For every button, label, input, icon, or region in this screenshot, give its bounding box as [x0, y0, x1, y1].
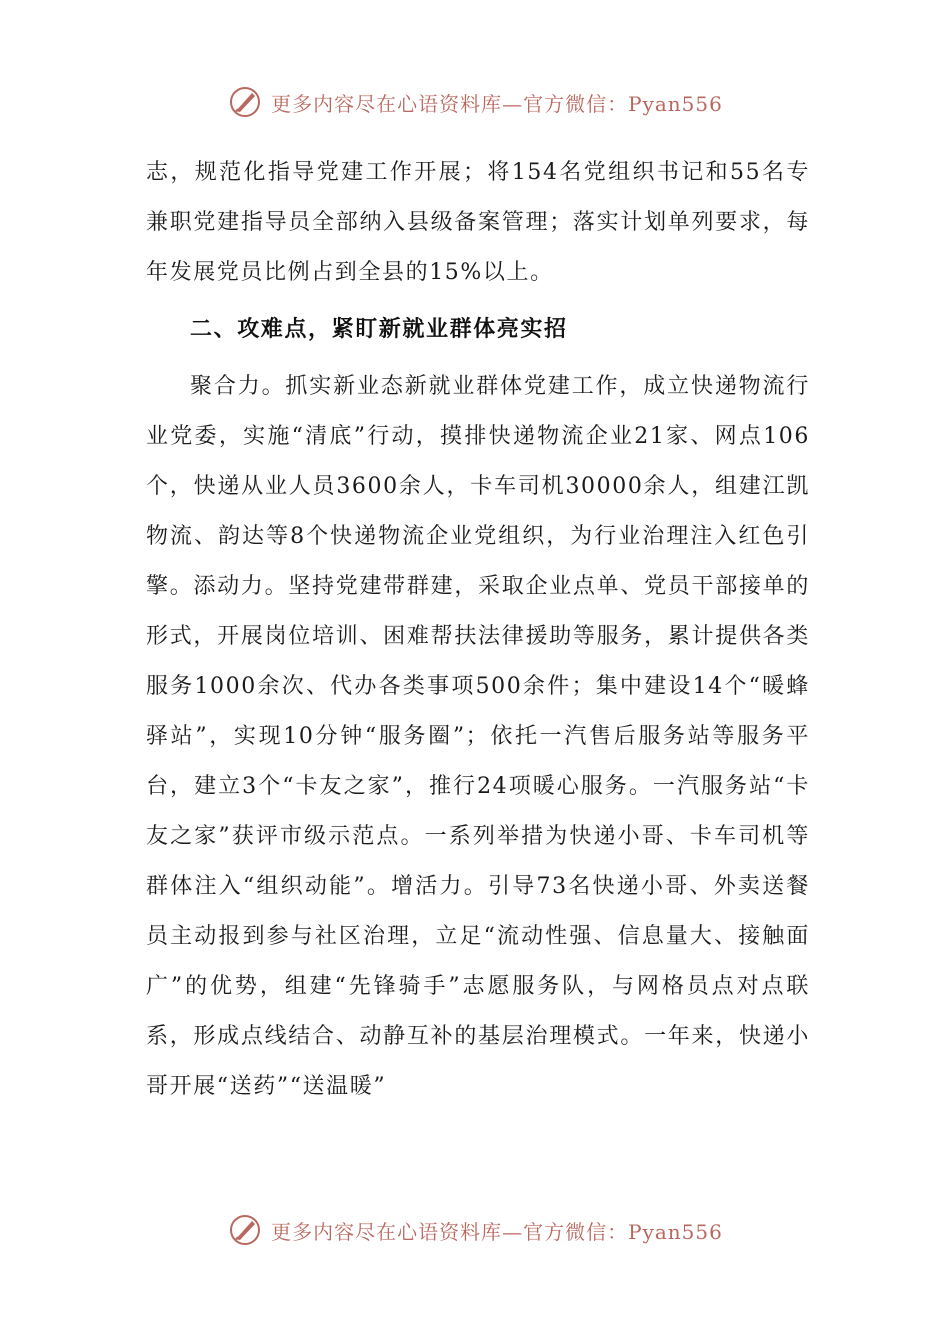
document-body: [146, 148, 810, 1112]
quill-pen-icon: [227, 84, 263, 120]
paragraph-continued: 志，规范化指导党建工作开展；将154名党组织书记和55名专兼职党建指导员全部纳入县级备案管理；落实计划单列要求，每年发展党员比例占到全县的15%以上。: [146, 160, 810, 285]
header-banner: [0, 80, 950, 124]
footer-banner: [0, 1208, 950, 1252]
banner-text: 更多内容尽在心语资料库—官方微信：Pyan556: [271, 1219, 723, 1244]
banner-text: 更多内容尽在心语资料库—官方微信：Pyan556: [271, 91, 723, 116]
quill-pen-icon: [227, 1212, 263, 1248]
paragraph-main: 聚合力。抓实新业态新就业群体党建工作，成立快递物流行业党委，实施“清底”行动，摸排快递物流企业21家、网点106个，快递从业人员3600余人，卡车司机30000余人，组建江凯物流、韵达等8个快递物流企业党组织，为行业治理注入红色引擎。添动力。坚持党建带群建，采取企业点单、党员干部接单的形式，开展岗位培训、困难帮扶法律援助等服务，累计提供各类服务1000余次、代办各类事项500余件；集中建设14个“暖蜂驿站”，实现10分钟“服务圈”；依托一汽售后服务站等服务平台，建立3个“卡友之家”，推行24项暖心服务。一汽服务站“卡友之家”获评市级示范点。一系列举措为快递小哥、卡车司机等群体注入“组织动能”。增活力。引导73名快递小哥、外卖送餐员主动报到参与社区治理，立足“流动性强、信息量大、接触面广”的优势，组建“先锋骑手”志愿服务队，与网格员点对点联系，形成点线结合、动静互补的基层治理模式。一年来，快递小哥开展“送药”“送温暖”: [146, 374, 810, 1099]
section-heading: 二、攻难点，紧盯新就业群体亮实招: [190, 316, 568, 342]
